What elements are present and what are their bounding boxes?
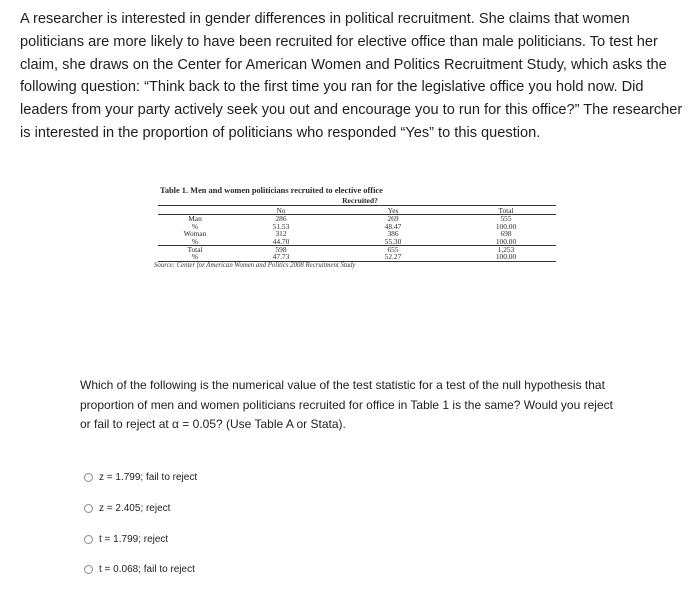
cell-yes: 55.30 [384,236,402,246]
cell-no: 312 [275,229,287,239]
cell-total: 698 [500,229,512,239]
column-header-yes: Yes [330,206,456,215]
answer-option-3[interactable] [84,534,168,545]
column-header-total: Total [456,206,556,215]
cell-total: 100.00 [456,253,556,261]
answer-option-2[interactable] [84,503,170,514]
cell-yes: 52.27 [330,253,456,261]
column-header-no: No [232,206,330,215]
cell-yes: 48.47 [384,221,402,231]
answer-option-4[interactable] [84,564,195,575]
option-label: t = 0.068; fail to reject [99,564,195,575]
option-label: z = 2.405; reject [99,503,171,514]
table-caption: Table 1. Men and women politicians recruited to elective office [160,186,383,195]
row-label: % [158,253,232,261]
recruitment-table [150,186,562,270]
table-header-row [158,206,556,215]
table-row [158,238,556,246]
question-text: Which of the following is the numerical value of the test statistic for a test of the null hypothesis that proportion of men and women politicians recruited for office in Table 1 is the same? Would you reject or fail to reject at α = 0.05? (Use Table A or Stata). [80,378,613,431]
radio-button-icon[interactable] [84,473,93,482]
cell-no: 286 [275,214,287,224]
cell-yes: 386 [387,229,399,239]
cell-yes: 655 [330,246,456,254]
cell-no: 47.73 [232,253,330,261]
table-row [158,223,556,230]
cell-no: 598 [232,246,330,254]
radio-button-icon[interactable] [84,535,93,544]
option-label: z = 1.799; fail to reject [99,472,198,483]
cell-total: 100.00 [495,221,517,231]
row-label: Total [158,246,232,254]
row-label: % [191,236,199,246]
cell-total: 1,253 [456,246,556,254]
row-label: % [191,221,199,231]
option-label: t = 1.799; reject [99,534,169,545]
problem-intro-text: A researcher is interested in gender differences in political recruitment. She claims that women politicians are more likely to have been recruited for elective office than male politicians. To test her claim, she draws on the Center for American Women and Politics Recruitment Study, which asks the following question: “Think back to the first time you ran for the legislative office you hold now. Did leaders from your party actively seek you out and encourage you to run for this office?” The researcher is interested in the proportion of politicians who responded “Yes” to this question. [20,11,683,141]
table-row [158,253,556,261]
radio-button-icon[interactable] [84,565,93,574]
row-label: Woman [183,229,207,239]
cell-no: 44.70 [272,236,290,246]
cell-total: 100.00 [495,236,517,246]
row-label: Man [188,214,202,224]
radio-button-icon[interactable] [84,504,93,513]
table-group-header: Recruited? [342,196,378,205]
cell-total: 555 [500,214,512,224]
data-table [158,205,556,262]
table-source-note: Source: Center for American Women and Politics 2008 Recruitment Study [154,261,356,269]
cell-yes: 269 [387,214,399,224]
answer-option-1[interactable] [84,472,197,483]
cell-no: 51.53 [272,221,290,231]
